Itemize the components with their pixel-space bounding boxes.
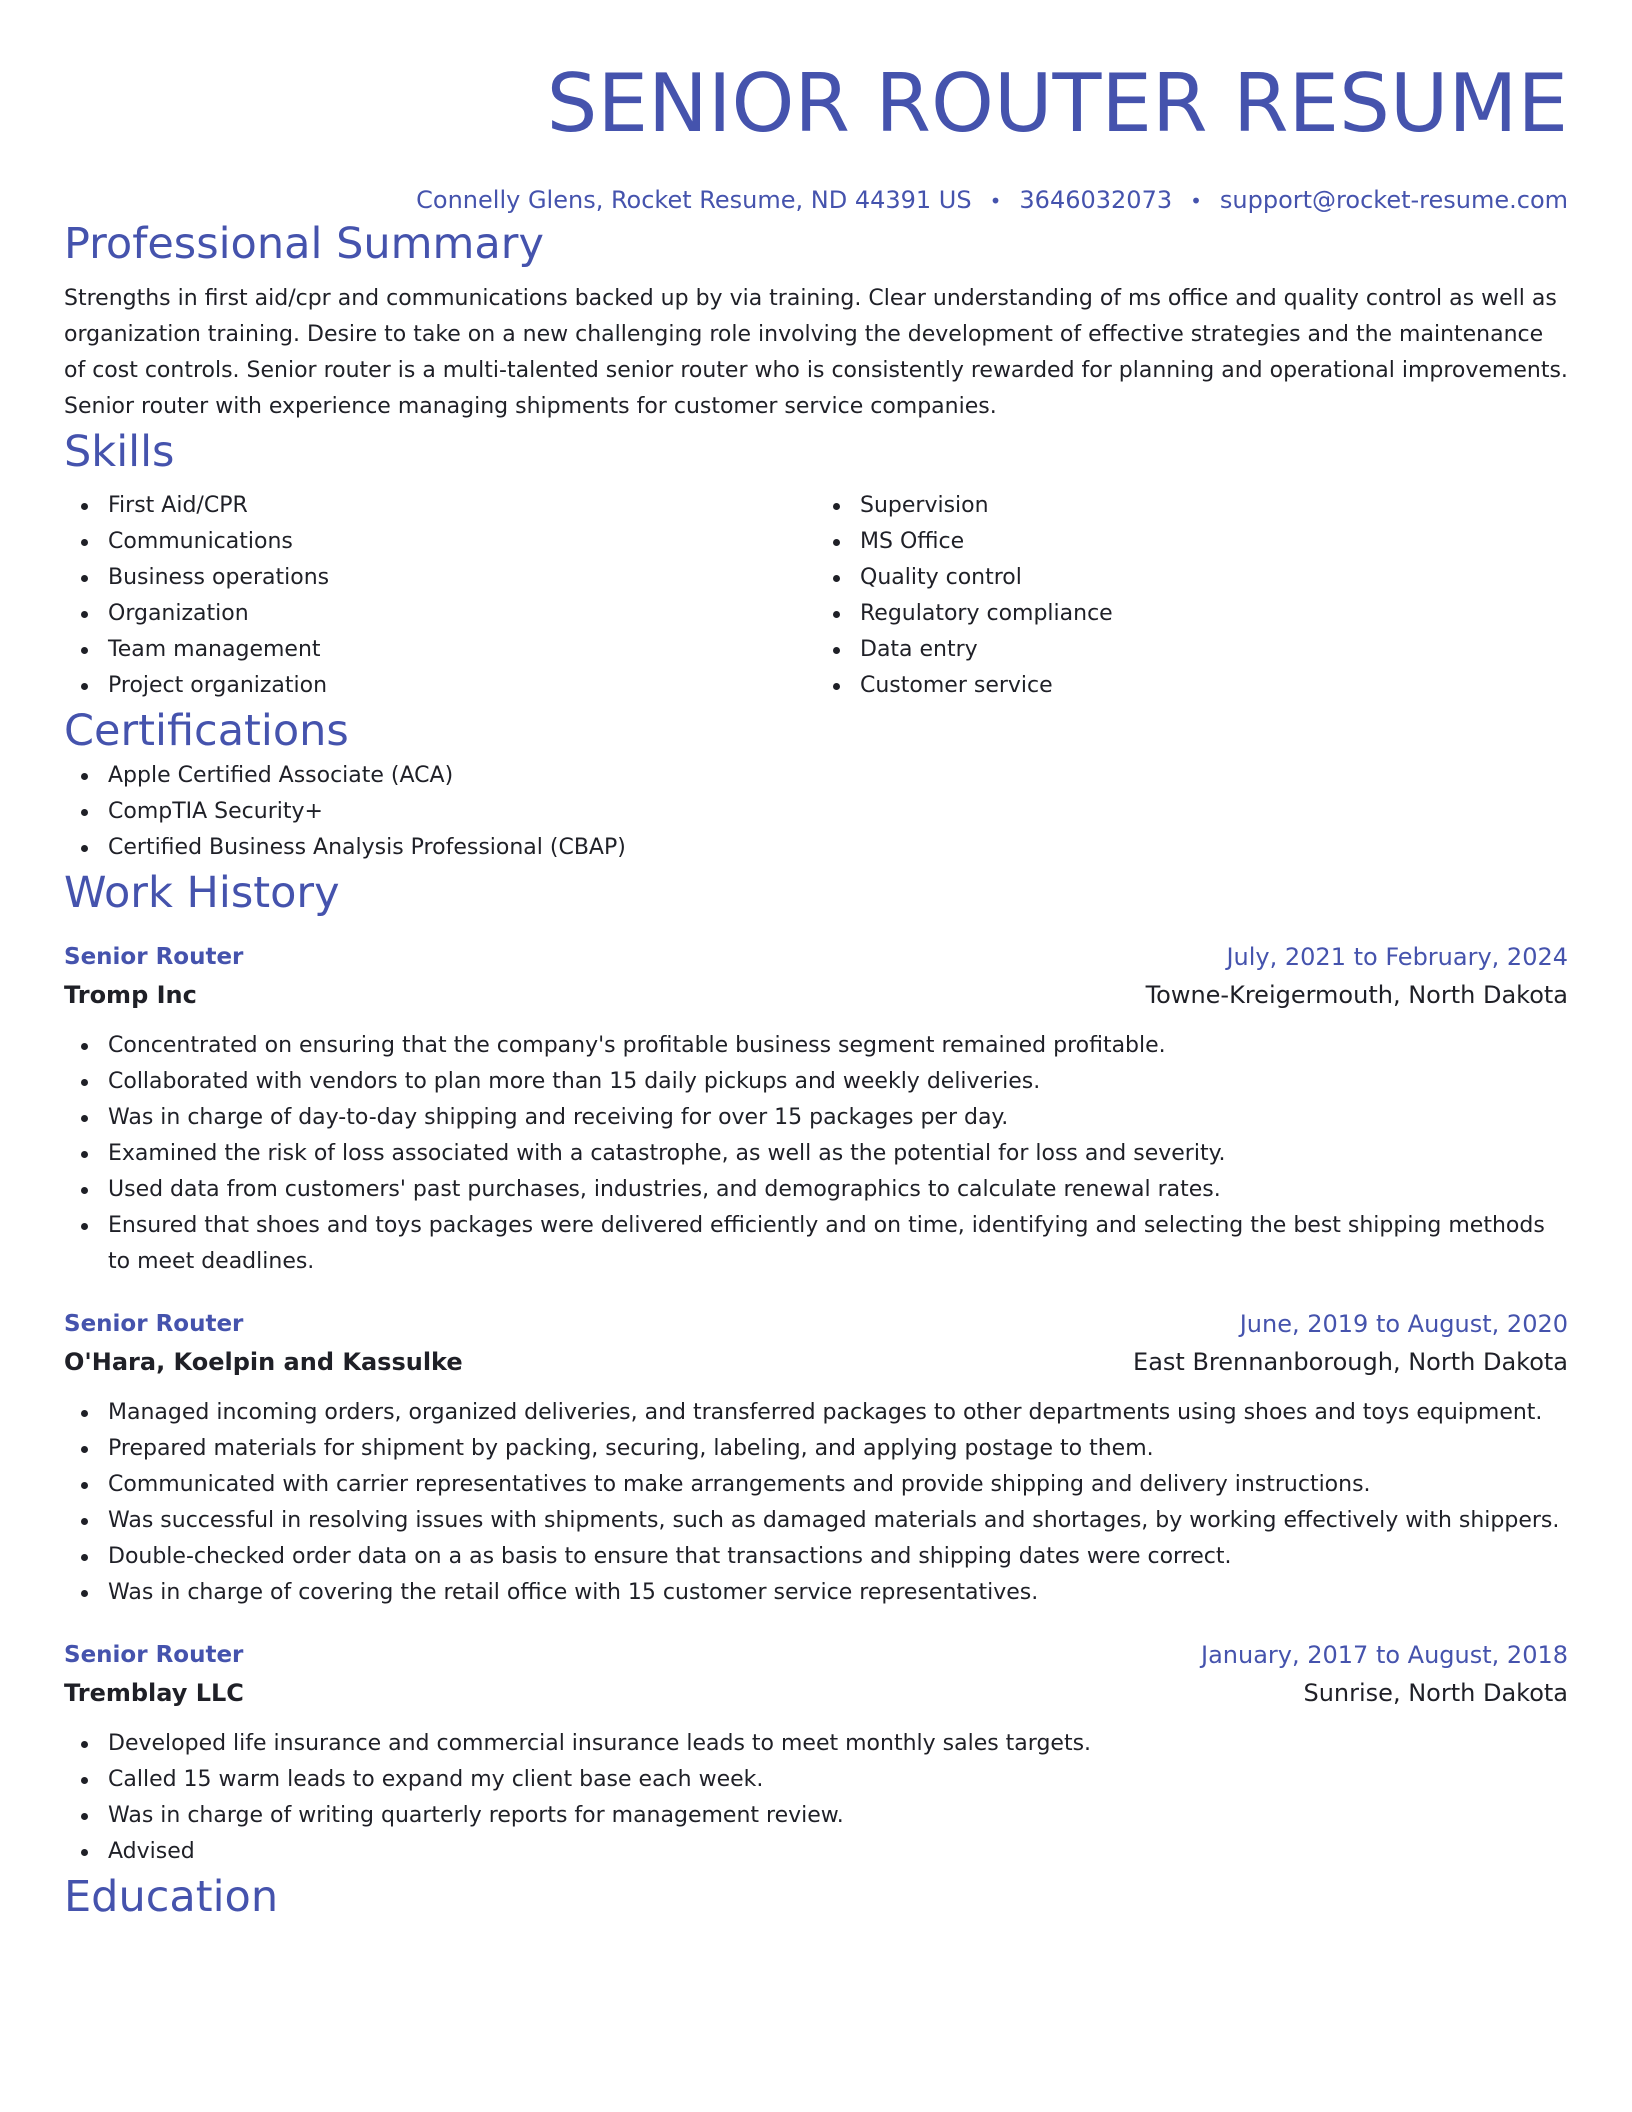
job-company: Tremblay LLC: [64, 1679, 244, 1707]
job-location: East Brennanborough, North Dakota: [1133, 1348, 1568, 1376]
skill-item: Team management: [108, 632, 816, 668]
job-header: [64, 938, 1568, 976]
skill-item: MS Office: [860, 524, 1568, 560]
summary-text: Strengths in first aid/cpr and communications backed up by via training. Clear understanding of ms office and quality control as well as organization training. Desire to take on a new challenging role involving the development of effective strategies and the maintenance of cost controls. Senior router is a multi-talented senior router who is consistently rewarded for planning and operational improvements. Senior router with experience managing shipments for customer service companies.: [64, 286, 1568, 419]
skill-item: Customer service: [860, 668, 1568, 704]
work-history-heading: Work History: [64, 868, 340, 918]
job-bullet: Used data from customers' past purchases, industries, and demographics to calculate renewal rates.: [108, 1172, 1568, 1208]
certification-item: CompTIA Security+: [108, 794, 1568, 830]
skill-item: Supervision: [860, 488, 1568, 524]
skills-columns: [64, 488, 1568, 704]
contact-phone: 3646032073: [1019, 186, 1173, 214]
job-dates: July, 2021 to February, 2024: [1226, 943, 1568, 971]
skill-item: First Aid/CPR: [108, 488, 816, 524]
job-location: Towne-Kreigermouth, North Dakota: [1145, 981, 1568, 1009]
resume-title: SENIOR ROUTER RESUME: [546, 57, 1568, 150]
job-bullets: [64, 1028, 1568, 1280]
contact-address: Connelly Glens, Rocket Resume, ND 44391 US: [416, 186, 972, 214]
certification-item: Certified Business Analysis Professional (CBAP): [108, 830, 1568, 866]
job-bullet: Concentrated on ensuring that the company's profitable business segment remained profitable.: [108, 1028, 1568, 1064]
skill-item: Organization: [108, 596, 816, 632]
contact-separator: •: [989, 189, 1002, 213]
job-entry: [64, 1305, 1568, 1611]
contact-email[interactable]: support@rocket-resume.com: [1219, 186, 1568, 214]
job-bullet: Double-checked order data on a as basis to ensure that transactions and shipping dates were correct.: [108, 1539, 1568, 1575]
job-bullet: Was in charge of day-to-day shipping and receiving for over 15 packages per day.: [108, 1100, 1568, 1136]
job-subheader: [64, 976, 1568, 1014]
skill-item: Communications: [108, 524, 816, 560]
skill-item: Project organization: [108, 668, 816, 704]
job-company: O'Hara, Koelpin and Kassulke: [64, 1348, 463, 1376]
job-subheader: [64, 1674, 1568, 1712]
job-bullet: Was successful in resolving issues with shipments, such as damaged materials and shortages, by working effectively with shippers.: [108, 1503, 1568, 1539]
certifications-list: [64, 758, 1568, 866]
job-bullet: Examined the risk of loss associated with a catastrophe, as well as the potential for loss and severity.: [108, 1136, 1568, 1172]
contact-separator: •: [1190, 189, 1202, 213]
job-bullet: Advised: [108, 1834, 1568, 1870]
job-bullet: Collaborated with vendors to plan more than 15 daily pickups and weekly deliveries.: [108, 1064, 1568, 1100]
contact-line: [64, 184, 1568, 217]
job-location: Sunrise, North Dakota: [1303, 1679, 1568, 1707]
skills-heading: Skills: [64, 427, 175, 477]
certifications-heading: Certifications: [64, 706, 349, 756]
skills-list-left: [64, 488, 816, 704]
skill-item: Quality control: [860, 560, 1568, 596]
job-bullet: Prepared materials for shipment by packing, securing, labeling, and applying postage to them.: [108, 1431, 1568, 1467]
job-title: Senior Router: [64, 944, 244, 970]
resume-page: [64, 0, 1568, 1924]
job-bullet: Was in charge of covering the retail office with 15 customer service representatives.: [108, 1575, 1568, 1611]
job-bullet: Was in charge of writing quarterly reports for management review.: [108, 1798, 1568, 1834]
job-entry: [64, 938, 1568, 1280]
job-bullets: [64, 1726, 1568, 1870]
skill-item: Business operations: [108, 560, 816, 596]
job-title: Senior Router: [64, 1311, 244, 1337]
summary-heading: Professional Summary: [64, 219, 544, 269]
job-dates: January, 2017 to August, 2018: [1201, 1641, 1568, 1669]
skill-item: Data entry: [860, 632, 1568, 668]
skill-item: Regulatory compliance: [860, 596, 1568, 632]
job-bullet: Ensured that shoes and toys packages were delivered efficiently and on time, identifying and selecting the best shipping methods to meet deadlines.: [108, 1208, 1568, 1280]
job-company: Tromp Inc: [64, 981, 197, 1009]
job-bullet: Communicated with carrier representatives to make arrangements and provide shipping and delivery instructions.: [108, 1467, 1568, 1503]
job-header: [64, 1305, 1568, 1343]
job-dates: June, 2019 to August, 2020: [1239, 1310, 1568, 1338]
job-bullet: Developed life insurance and commercial insurance leads to meet monthly sales targets.: [108, 1726, 1568, 1762]
job-bullets: [64, 1395, 1568, 1611]
job-subheader: [64, 1343, 1568, 1381]
skills-list-right: [816, 488, 1568, 704]
job-title: Senior Router: [64, 1642, 244, 1668]
job-bullet: Called 15 warm leads to expand my client base each week.: [108, 1762, 1568, 1798]
education-heading: Education: [64, 1872, 279, 1922]
job-bullet: Managed incoming orders, organized deliveries, and transferred packages to other departments using shoes and toys equipment.: [108, 1395, 1568, 1431]
certification-item: Apple Certified Associate (ACA): [108, 758, 1568, 794]
job-header: [64, 1636, 1568, 1674]
job-entry: [64, 1636, 1568, 1870]
